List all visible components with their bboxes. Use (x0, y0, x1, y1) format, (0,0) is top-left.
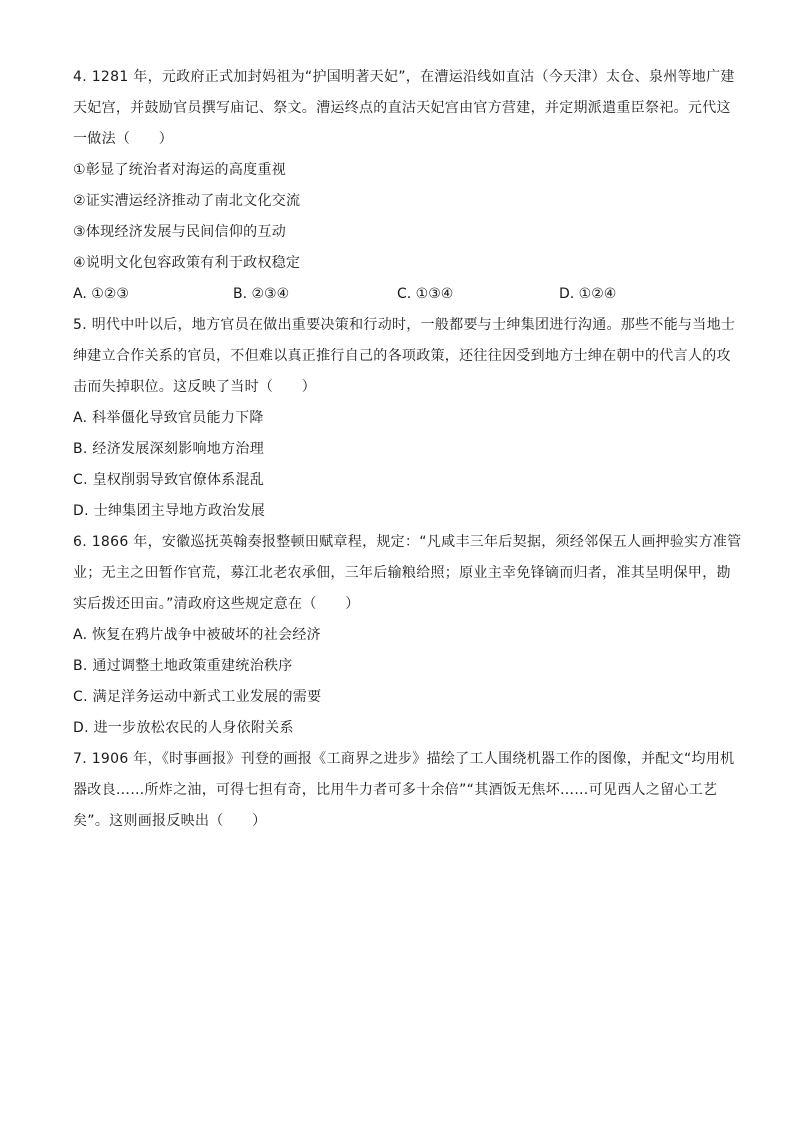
question-4-choice-d: D. ①②④ (559, 286, 617, 302)
question-6-choice-d: D. 进一步放松农民的人身依附关系 (73, 720, 294, 736)
question-6-choice-b: B. 通过调整土地政策重建统治秩序 (73, 658, 293, 674)
exam-page (73, 62, 742, 837)
question-5-choice-d: D. 士绅集团主导地方政治发展 (73, 503, 266, 519)
question-6-choice-a: A. 恢复在鸦片战争中被破坏的社会经济 (73, 627, 321, 643)
question-6-choice-c: C. 满足洋务运动中新式工业发展的需要 (73, 689, 322, 705)
question-4-choice-b: B. ②③④ (233, 286, 290, 302)
question-4-statement-3: ③体现经济发展与民间信仰的互动 (73, 224, 287, 240)
question-5-stem-line-1: 5. 明代中叶以后，地方官员在做出重要决策和行动时，一般都要与士绅集团进行沟通。那些不能与当地士 (73, 317, 736, 333)
question-4 (73, 62, 735, 310)
question-6-stem-line-2: 业；无主之田暂作官荒，募江北老农承佃，三年后输粮给照；原业主幸免锋镝而归者，准其呈明保甲，勘 (73, 565, 731, 581)
question-4-stem-line-1: 4. 1281 年，元政府正式加封妈祖为“护国明著天妃”，在漕运沿线如直沽（今天津）太仓、泉州等地广建 (73, 69, 735, 85)
question-6-stem-line-3: 实后拨还田亩。”清政府这些规定意在（ ） (73, 596, 360, 612)
question-5-choice-c: C. 皇权削弱导致官僚体系混乱 (73, 472, 265, 488)
question-7 (73, 744, 735, 837)
question-5-choice-b: B. 经济发展深刻影响地方治理 (73, 441, 265, 457)
question-6-stem-line-1: 6. 1866 年，安徽巡抚英翰奏报整顿田赋章程，规定：“凡咸丰三年后契据，须经邻保五人画押验实方准管 (73, 534, 742, 550)
question-5-stem-line-2: 绅建立合作关系的官员，不但难以真正推行自己的各项政策，还往往因受到地方士绅在朝中的代言人的攻 (73, 348, 731, 364)
question-4-statement-4: ④说明文化包容政策有利于政权稳定 (73, 255, 301, 271)
question-4-stem-line-3: 一做法（ ） (73, 131, 174, 147)
question-5 (73, 310, 736, 527)
question-5-choice-a: A. 科举僵化导致官员能力下降 (73, 410, 264, 426)
question-4-choice-a: A. ①②③ (73, 286, 129, 302)
question-7-stem-line-2: 器改良……所炸之油，可得七担有奇，比用牛力者可多十余倍”“其酒饭无焦坏……可见西人之留心工艺 (73, 782, 718, 798)
question-4-choices (73, 279, 723, 310)
question-6 (73, 527, 742, 744)
question-4-statement-1: ①彰显了统治者对海运的高度重视 (73, 162, 287, 178)
question-4-stem-line-2: 天妃宫，并鼓励官员撰写庙记、祭文。漕运终点的直沽天妃宫由官方营建，并定期派遣重臣祭祀。元代这 (73, 100, 731, 116)
question-7-stem-line-3: 矣”。这则画报反映出（ ） (73, 813, 267, 829)
question-4-statement-2: ②证实漕运经济推动了南北文化交流 (73, 193, 301, 209)
question-7-stem-line-1: 7. 1906 年，《时事画报》刊登的画报《工商界之进步》描绘了工人围绕机器工作的图像，并配文“均用机 (73, 751, 735, 767)
question-5-stem-line-3: 击而失掉职位。这反映了当时（ ） (73, 379, 317, 395)
question-4-choice-c: C. ①③④ (397, 286, 454, 302)
